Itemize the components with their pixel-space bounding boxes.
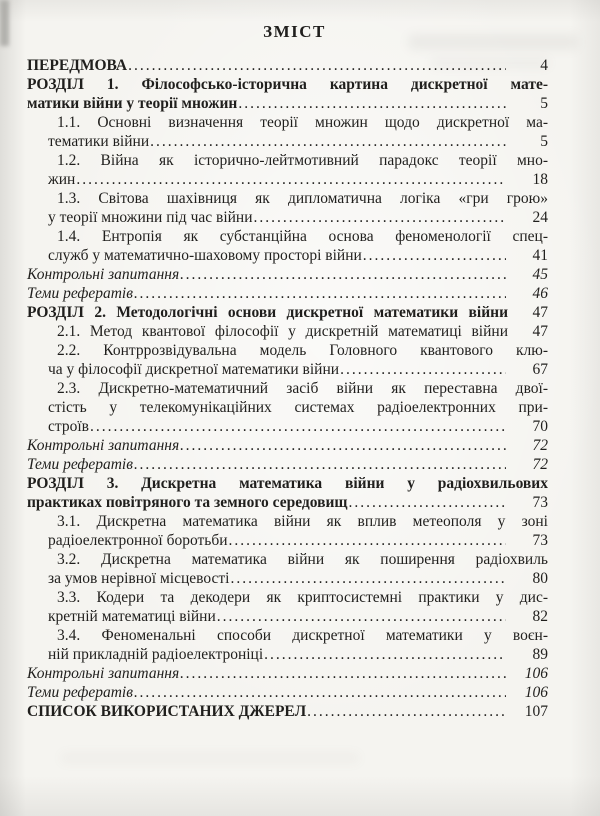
toc-line-2-3-cont1 [48,398,548,417]
toc-text: СПИСОК ВИКОРИСТАНИХ ДЖЕРЕЛ [27,703,307,720]
dot-leader [340,360,506,379]
toc-text: Теми рефератів [27,285,133,302]
dot-leader [363,246,506,265]
dot-leader [180,436,506,455]
toc-line-questions-2 [27,436,548,455]
toc-line-questions-3 [27,664,548,683]
toc-line-2-2-cont [48,360,548,379]
page-number: 89 [532,646,548,663]
toc-text: у теорії множини під час війни [48,209,253,226]
toc-text: РОЗДІЛ 1. Філософсько-історична картина дискретної мате- [27,76,548,93]
page-number: 47 [532,323,548,340]
toc-text: 1.4. Ентропія як субстанційна основа феноменології спец- [57,228,548,245]
toc-text: строїв [48,418,89,435]
toc-text: кретній математиці війни [48,608,216,625]
dot-leader [230,569,506,588]
dot-leader [217,607,506,626]
dot-leader [264,645,506,664]
page-number: 4 [540,57,548,74]
ink-bleed-smudge [60,752,360,764]
page-number: 5 [540,133,548,150]
toc-text: ПЕРЕДМОВА [27,57,128,74]
toc-line-chapter1 [27,75,548,94]
toc-text: Контрольні запитання [27,266,180,283]
toc-text: жин [48,171,76,188]
toc-text: Контрольні запитання [27,665,180,682]
toc-line-1-3 [57,189,548,208]
dot-leader [307,702,506,721]
toc-text: Теми рефератів [27,684,133,701]
toc-line-essays-2 [27,455,548,474]
page-number: 41 [532,247,548,264]
toc-text: 3.3. Кодери та декодери як криптосистемні практики у дис- [57,589,548,606]
toc-text: практиках повітряного та земного середовищ [27,494,348,511]
dot-leader [134,284,506,303]
toc-text: 2.3. Дискретно-математичний засіб війни як переставна двої- [57,380,548,397]
dot-leader [76,170,506,189]
dot-leader [150,132,506,151]
toc-line-2-3-cont2 [48,417,548,436]
page-number: 107 [524,703,548,720]
dot-leader [348,493,506,512]
toc-line-1-2-cont [48,170,548,189]
page-number: 106 [524,684,548,701]
page-number: 72 [532,456,548,473]
toc-line-references [27,702,548,721]
toc-text: тематики війни [48,133,150,150]
toc-line-chapter2 [27,303,548,322]
dot-leader [180,265,506,284]
dot-leader [254,208,506,227]
toc-line-3-2-cont [48,569,548,588]
toc-text: за умов нерівної місцевості [48,570,230,587]
page-number: 24 [532,209,548,226]
toc-line-3-4-cont [48,645,548,664]
toc-text: 2.1. Метод квантової філософії у дискретній математиці війни [57,323,508,340]
page-number: 82 [532,608,548,625]
toc-text: 2.2. Контррозвідувальна модель Головного квантового клю- [57,342,548,359]
toc-text: 1.3. Світова шахівниця як дипломатична логіка «гри грою» [57,190,548,207]
toc-line-chapter3 [27,474,548,493]
toc-title: ЗМІСТ [263,22,326,41]
toc-line-1-4-cont [48,246,548,265]
toc-line-1-2 [57,151,548,170]
toc-text: радіоелектронної боротьби [48,532,228,549]
dot-leader [134,455,506,474]
dot-leader [238,94,506,113]
toc-text: Контрольні запитання [27,437,180,454]
toc-line-essays-1 [27,284,548,303]
dot-leader [90,417,506,436]
toc-line-chapter3-cont [27,493,548,512]
toc-text: 1.1. Основні визначення теорії множин щодо дискретної ма- [57,114,548,131]
page-number: 5 [540,95,548,112]
toc-line-1-1 [57,113,548,132]
toc-line-foreword [27,56,548,75]
dot-leader [180,664,506,683]
toc-list [27,56,548,721]
page-number: 18 [532,171,548,188]
toc-text: 1.2. Війна як історично-лейтмотивний парадокс теорії мно- [57,152,548,169]
toc-line-2-2 [57,341,548,360]
toc-line-3-4 [57,626,548,645]
toc-line-1-1-cont [48,132,548,151]
page-number: 70 [532,418,548,435]
toc-line-2-3 [57,379,548,398]
toc-text: 3.4. Феноменальні способи дискретної математики у воєн- [57,627,548,644]
toc-line-2-1 [57,322,548,341]
toc-line-3-3 [57,588,548,607]
toc-line-questions-1 [27,265,548,284]
page-number: 45 [532,266,548,283]
page-number: 47 [532,304,548,321]
toc-text: Теми рефератів [27,456,133,473]
page-number: 80 [532,570,548,587]
toc-line-1-4 [57,227,548,246]
toc-text: 3.1. Дискретна математика війни як вплив метеополя у зоні [57,513,548,530]
page-number: 67 [532,361,548,378]
toc-content [27,20,548,721]
dot-leader [128,56,506,75]
page-number: 46 [532,285,548,302]
toc-line-essays-3 [27,683,548,702]
dot-leader [229,531,506,550]
toc-line-3-2 [57,550,548,569]
page-number: 73 [532,532,548,549]
toc-line-3-1 [57,512,548,531]
dot-leader [134,683,506,702]
page-number: 72 [532,437,548,454]
scan-edge-shadow [0,0,9,46]
toc-text: матики війни у теорії множин [27,95,238,112]
toc-text: 3.2. Дискретна математика війни як поширення радіохвиль [57,551,548,568]
toc-line-1-3-cont [48,208,548,227]
page-number: 73 [532,494,548,511]
toc-line-3-1-cont [48,531,548,550]
page-number: 106 [524,665,548,682]
toc-line-chapter1-cont [27,94,548,113]
toc-text: ча у філософії дискретної математики війни [48,361,340,378]
toc-text: стість у телекомунікаційних системах радіоелектронних при- [48,399,548,416]
toc-line-3-3-cont [48,607,548,626]
toc-text: служб у математично-шаховому просторі війни [48,247,362,264]
toc-text: РОЗДІЛ 2. Методологічні основи дискретної математики війни [27,304,508,321]
toc-text: РОЗДІЛ 3. Дискретна математика війни у радіохвильових [27,475,548,492]
toc-text: ній прикладній радіоелектроніці [48,646,264,663]
